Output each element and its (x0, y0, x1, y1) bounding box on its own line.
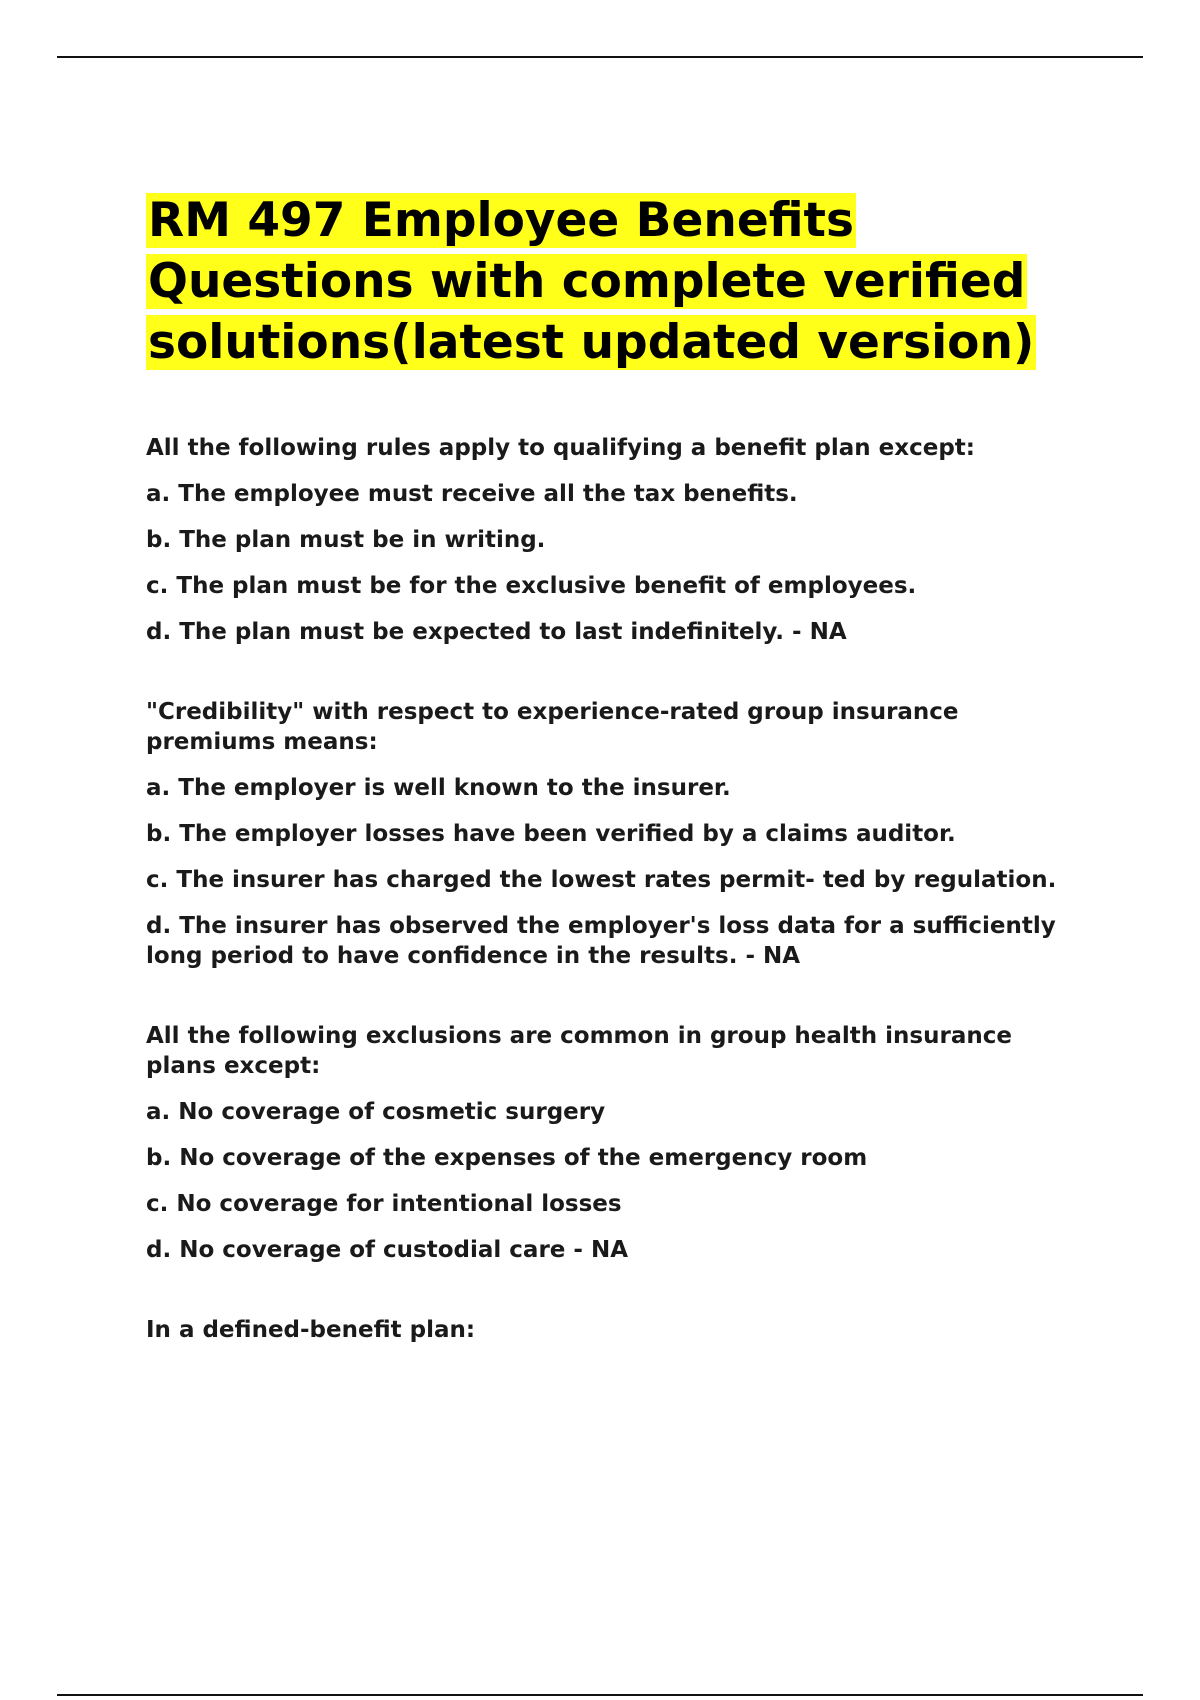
answer-option: c. No coverage for intentional losses (146, 1191, 622, 1217)
answer-option: c. The plan must be for the exclusive benefit of employees. (146, 573, 917, 599)
answer-option: b. The employer losses have been verified by a claims auditor. (146, 821, 956, 847)
question-item (146, 433, 1086, 647)
document-body (146, 190, 1086, 1395)
question-stem: All the following rules apply to qualifying a benefit plan except: (146, 435, 975, 461)
answer-option: b. The plan must be in writing. (146, 527, 546, 553)
answer-option: a. The employee must receive all the tax benefits. (146, 481, 798, 507)
answer-option: b. No coverage of the expenses of the emergency room (146, 1145, 868, 1171)
answer-option: d. No coverage of custodial care - NA (146, 1237, 629, 1263)
document-title-text: RM 497 Employee Benefits Questions with complete verified solutions(latest updated version) (148, 193, 1035, 370)
question-item (146, 697, 1086, 971)
question-stem: "Credibility" with respect to experience-rated group insurance premiums means: (146, 699, 959, 755)
answer-option: d. The insurer has observed the employer's loss data for a sufficiently long period to have confidence in the results. - NA (146, 913, 1056, 969)
answer-option: c. The insurer has charged the lowest rates permit- ted by regulation. (146, 867, 1057, 893)
question-list (146, 433, 1086, 1345)
question-item (146, 1315, 1086, 1345)
answer-option: d. The plan must be expected to last indefinitely. - NA (146, 619, 847, 645)
top-divider (57, 56, 1143, 58)
question-stem: In a defined-benefit plan: (146, 1317, 476, 1343)
answer-option: a. The employer is well known to the insurer. (146, 775, 731, 801)
answer-option: a. No coverage of cosmetic surgery (146, 1099, 606, 1125)
question-item (146, 1021, 1086, 1265)
question-stem: All the following exclusions are common in group health insurance plans except: (146, 1023, 1012, 1079)
bottom-divider (57, 1694, 1143, 1696)
document-title (146, 190, 1086, 373)
